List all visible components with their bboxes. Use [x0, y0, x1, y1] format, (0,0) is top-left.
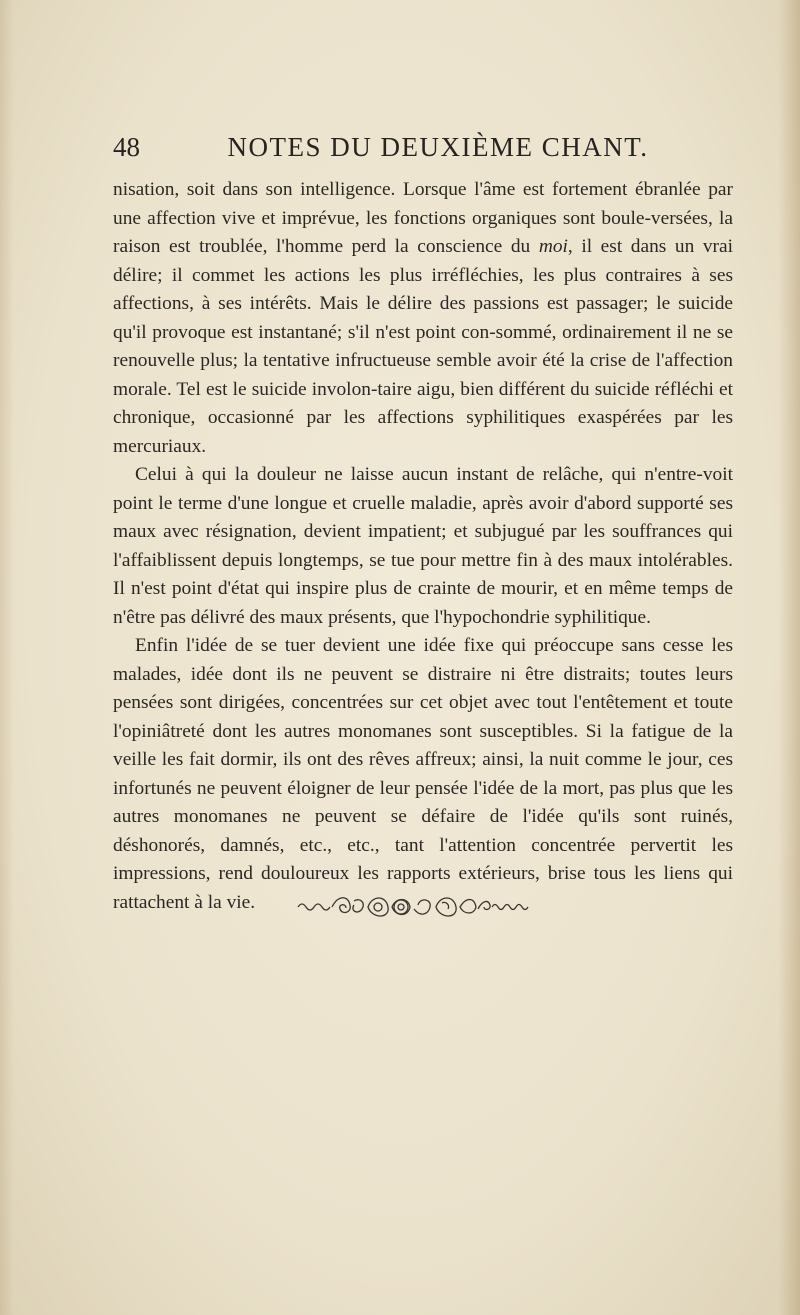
page-number: 48 [113, 132, 140, 162]
paragraph-1-italic: moi [538, 236, 568, 257]
paragraph-1 [113, 176, 733, 461]
body-text [113, 176, 733, 917]
page-right-shadow [778, 0, 800, 1315]
page-left-shadow [0, 0, 14, 1315]
decorative-tailpiece-icon [296, 893, 532, 921]
paragraph-3: Enfin l'idée de se tuer devient une idée fixe qui préoccupe sans cesse les malades, idée dont ils ne peuvent se distraire ni être distraits; toutes leurs pensées sont dirigées, concentrées sur cet objet avec tout l'entêtement et toute l'opiniâtreté dont les autres monomanes sont susceptibles. Si la fatigue de la veille les fait dormir, ils ont des rêves affreux; ainsi, la nuit comme le jour, ces infortunés ne peuvent éloigner de leur pensée l'idée de la mort, pas plus que les autres monomanes ne peuvent se défaire de l'idée qu'ils sont ruinés, déshonorés, damnés, etc., etc., tant l'attention concentrée pervertit les impressions, rend douloureux les rapports extérieurs, brise tous les liens qui rattachent à la vie. [113, 635, 733, 913]
running-title: NOTES DU DEUXIÈME CHANT. [227, 132, 649, 162]
paragraph-1-text: nisation, soit dans son intelligence. Lorsque l'âme est fortement ébranlée par une affection vive et imprévue, les fonctions organiques sont boule-versées, la raison est troublée, l'homme perd la conscience du [113, 179, 733, 257]
paragraph-1-rest: , il est dans un vrai délire; il commet les actions les plus irréfléchies, les plus contraires à ses affections, à ses intérêts. Mais le délire des passions est passager; le suicide qu'il provoque est instantané; s'il n'est point con-sommé, ordinairement il ne se renouvelle plus; la tentative infructueuse semble avoir été la crise de l'affection morale. Tel est le suicide involon-taire aigu, bien différent du suicide réfléchi et chronique, occasionné par les affections syphilitiques exaspérées par les mercuriaux. [113, 236, 733, 457]
paragraph-2: Celui à qui la douleur ne laisse aucun instant de relâche, qui n'entre-voit point le terme d'une longue et cruelle maladie, après avoir d'abord supporté ses maux avec résignation, devient impatient; et subjugué par les souffrances qui l'affaiblissent depuis longtemps, se tue pour mettre fin à des maux intolérables. Il n'est point d'état qui inspire plus de crainte de mourir, et en même temps de n'être pas délivré des maux présents, que l'hypochondrie syphilitique. [113, 464, 733, 628]
page-header [113, 132, 733, 172]
